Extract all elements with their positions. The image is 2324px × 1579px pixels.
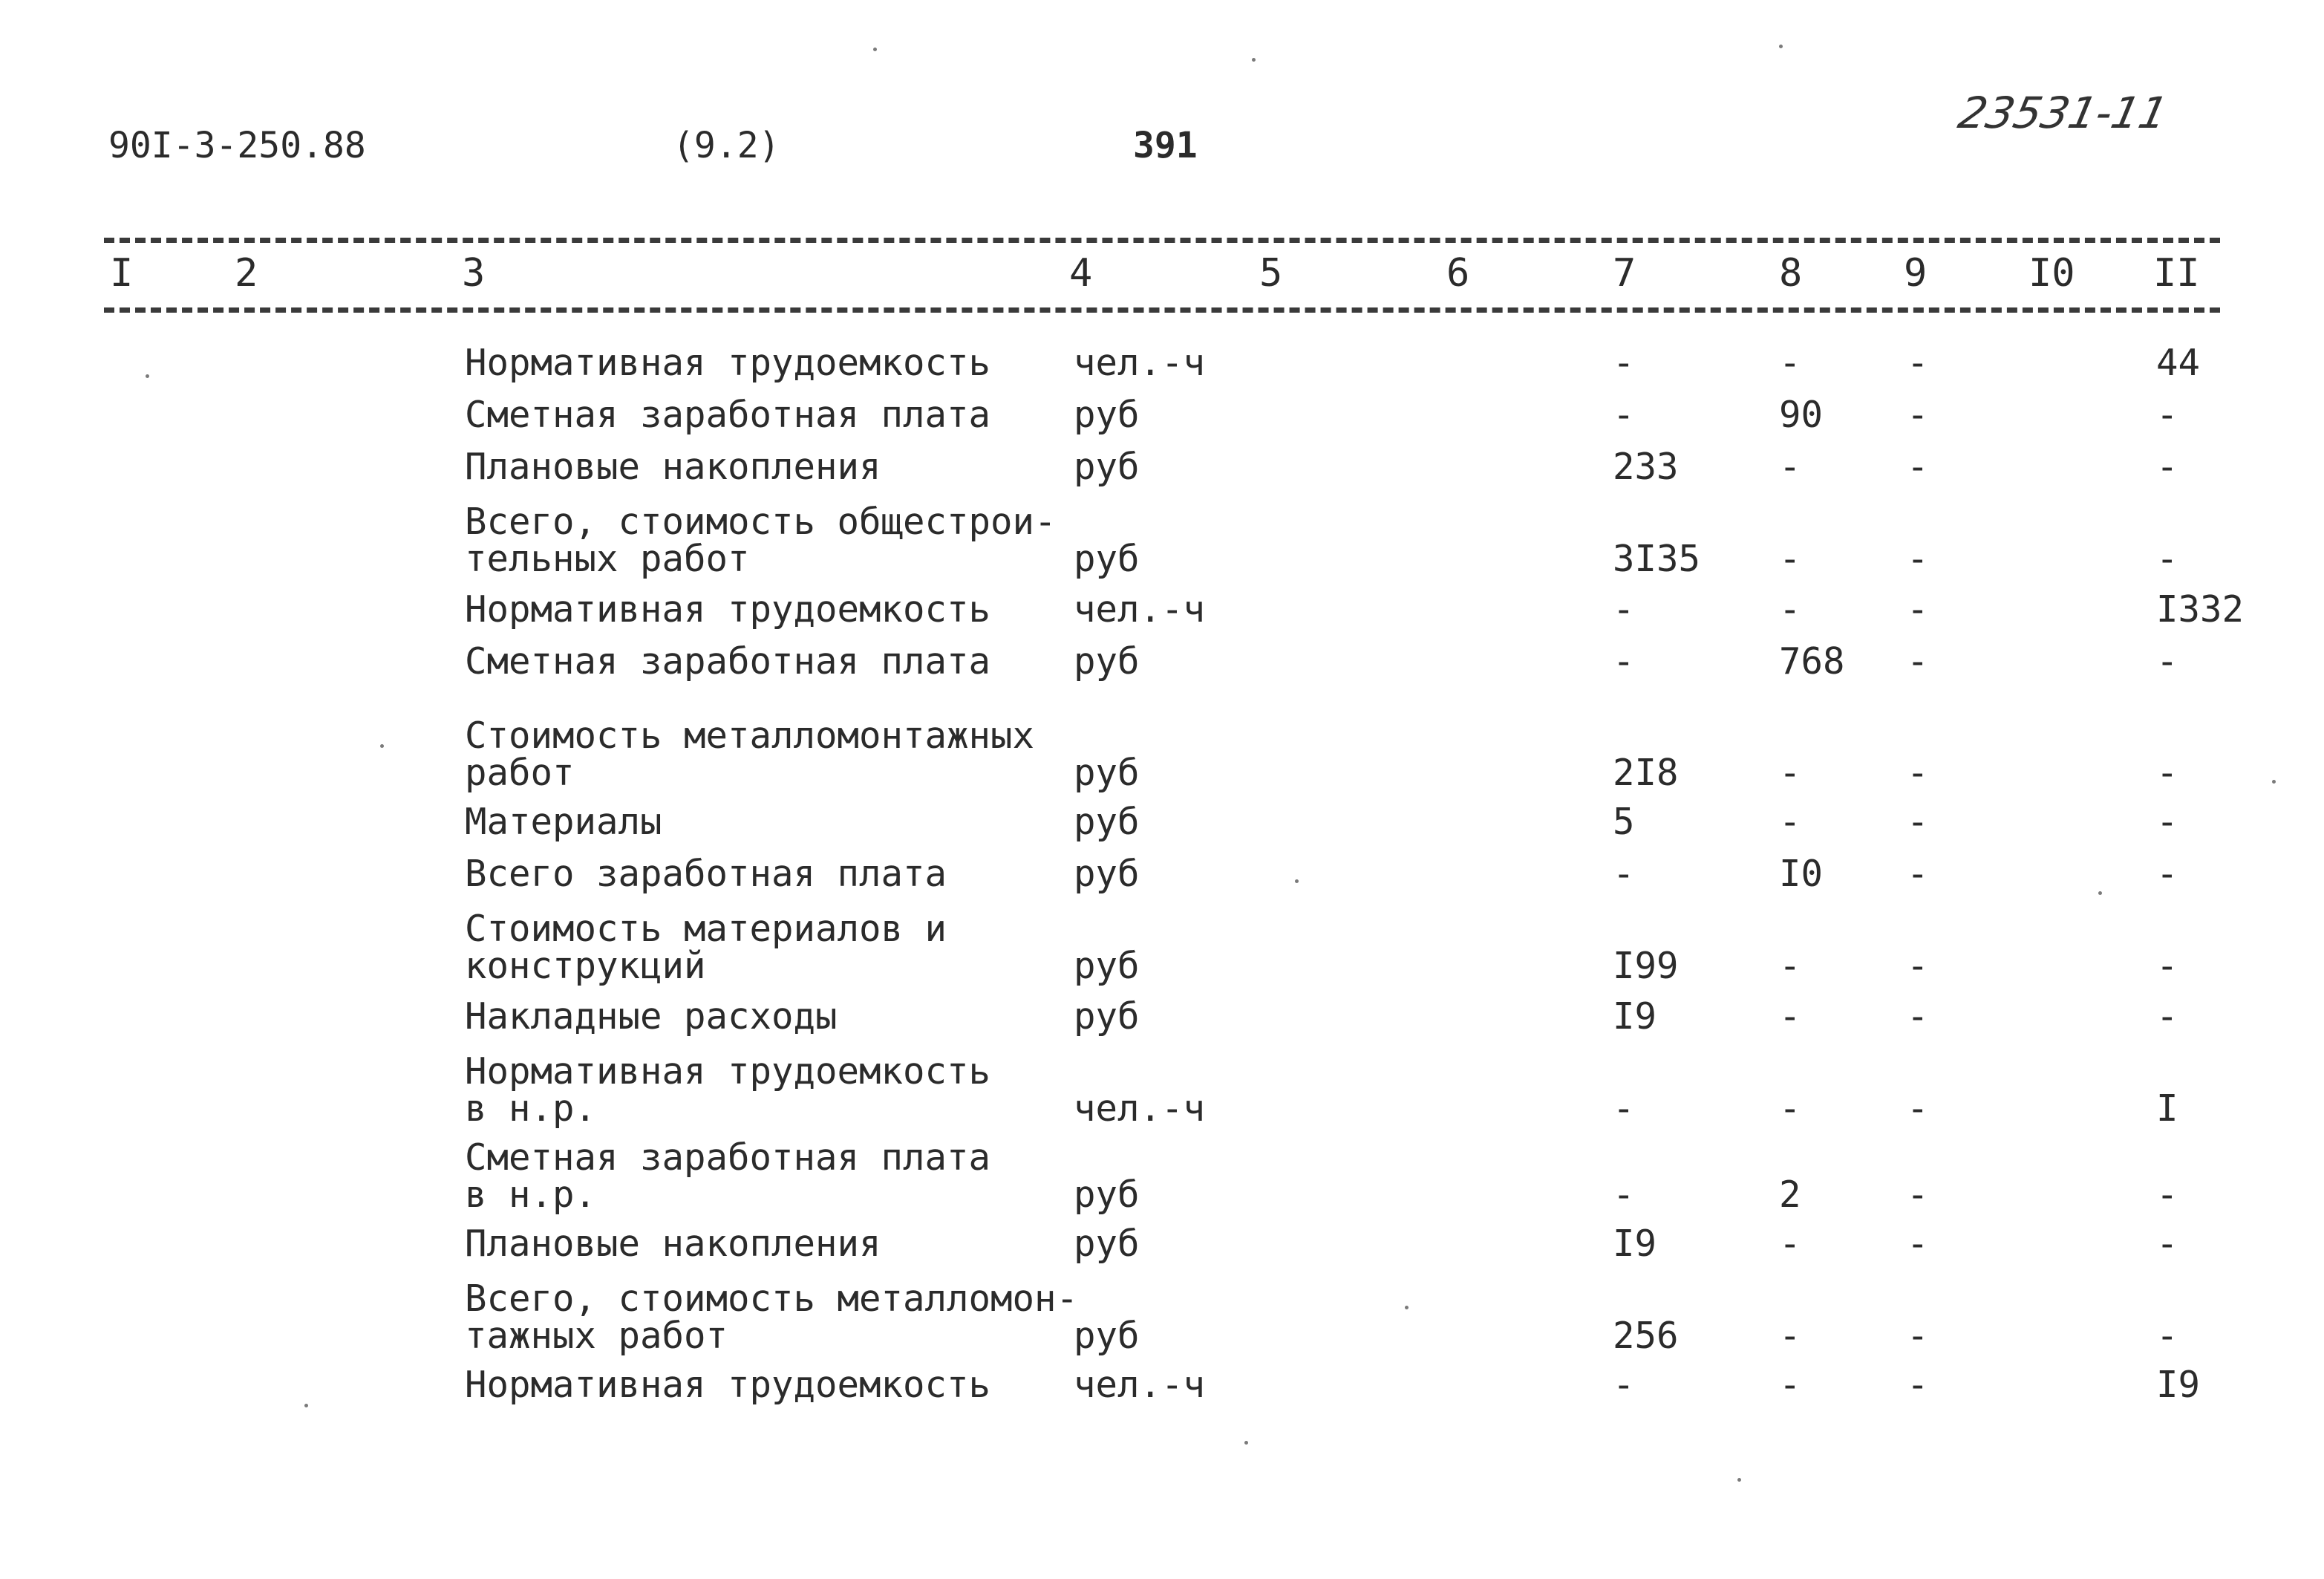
row-col7: I9 <box>1613 995 1657 1038</box>
column-header: 3 <box>462 251 486 296</box>
table-row <box>0 854 2324 893</box>
row-col9: - <box>1907 1315 1929 1357</box>
row-col8: - <box>1779 1364 1801 1406</box>
row-unit: руб <box>1074 1222 1140 1265</box>
row-col8: 90 <box>1779 394 1824 436</box>
row-unit: чел.-ч <box>1074 342 1206 384</box>
scan-speck <box>1244 1441 1248 1445</box>
scan-speck <box>2272 780 2276 784</box>
row-unit: чел.-ч <box>1074 1087 1206 1130</box>
column-header: I0 <box>2028 251 2075 296</box>
table-row <box>0 1277 2324 1355</box>
row-unit: руб <box>1074 394 1140 436</box>
handwritten-number: 23531-11 <box>1953 88 2173 138</box>
table-row <box>0 640 2324 683</box>
row-col11: - <box>2156 640 2178 683</box>
row-name: Материалы <box>465 801 662 843</box>
row-col9: - <box>1907 394 1929 436</box>
row-col8: - <box>1779 752 1801 794</box>
row-col8: - <box>1779 446 1801 488</box>
row-col8: - <box>1779 588 1801 631</box>
row-col11: - <box>2156 538 2178 580</box>
row-col11: 44 <box>2156 342 2201 384</box>
row-col7: - <box>1613 640 1635 683</box>
scan-speck <box>1295 879 1299 883</box>
column-header: 2 <box>235 251 258 296</box>
table-row <box>0 1224 2324 1263</box>
row-col7: - <box>1613 342 1635 384</box>
row-col7: 233 <box>1613 446 1679 488</box>
scan-speck <box>380 744 384 748</box>
table-header-rule <box>104 307 2220 313</box>
row-unit: руб <box>1074 801 1140 843</box>
row-unit: руб <box>1074 1315 1140 1357</box>
row-name: Нормативная трудоемкость <box>465 1364 991 1406</box>
column-header: 7 <box>1613 251 1636 296</box>
column-header: 5 <box>1259 251 1283 296</box>
row-col8: I0 <box>1779 853 1824 895</box>
row-unit: руб <box>1074 446 1140 488</box>
column-header: I <box>110 251 134 296</box>
column-header: 6 <box>1446 251 1470 296</box>
scan-speck <box>1252 58 1256 62</box>
row-name: Нормативная трудоемкость <box>465 588 991 631</box>
table-row <box>0 447 2324 486</box>
row-col7: - <box>1613 588 1635 631</box>
row-col9: - <box>1907 342 1929 384</box>
column-header: 8 <box>1779 251 1803 296</box>
page-number: 391 <box>1133 125 1198 166</box>
table-top-rule <box>104 238 2220 243</box>
row-col9: - <box>1907 995 1929 1038</box>
row-col7: - <box>1613 853 1635 895</box>
table-row <box>0 802 2324 841</box>
column-header: 9 <box>1904 251 1928 296</box>
row-col9: - <box>1907 1364 1929 1406</box>
document-code: 90I-3-250.88 <box>108 125 366 166</box>
scan-speck <box>873 48 877 51</box>
row-name: Всего, стоимость общестрои- тельных работ <box>465 501 1057 580</box>
row-col11: - <box>2156 1173 2178 1216</box>
row-col8: - <box>1779 995 1801 1038</box>
scan-speck <box>1405 1306 1409 1309</box>
row-col9: - <box>1907 446 1929 488</box>
row-unit: руб <box>1074 995 1140 1038</box>
table-row <box>0 1365 2324 1404</box>
row-col7: I9 <box>1613 1222 1657 1265</box>
row-col8: - <box>1779 1087 1801 1130</box>
row-col11: I <box>2156 1087 2178 1130</box>
table-row <box>0 908 2324 985</box>
row-col11: - <box>2156 752 2178 794</box>
row-col9: - <box>1907 853 1929 895</box>
row-unit: руб <box>1074 752 1140 794</box>
table-row <box>0 1136 2324 1214</box>
row-name: Всего заработная плата <box>465 853 947 895</box>
section-number: (9.2) <box>673 125 780 166</box>
row-col9: - <box>1907 801 1929 843</box>
row-col7: 3I35 <box>1613 538 1701 580</box>
row-col9: - <box>1907 588 1929 631</box>
row-col7: - <box>1613 1364 1635 1406</box>
table-row <box>0 395 2324 434</box>
row-name: Сметная заработная плата <box>465 640 991 683</box>
table-row <box>0 343 2324 382</box>
row-name: Стоимость металломонтажных работ <box>465 714 1035 794</box>
row-name: Плановые накопления <box>465 1222 881 1265</box>
row-unit: чел.-ч <box>1074 588 1206 631</box>
table-row <box>0 995 2324 1038</box>
row-col11: - <box>2156 995 2178 1038</box>
row-col11: - <box>2156 446 2178 488</box>
row-col11: - <box>2156 801 2178 843</box>
row-unit: руб <box>1074 538 1140 580</box>
table-row <box>0 1050 2324 1130</box>
row-name: Плановые накопления <box>465 446 881 488</box>
row-col8: - <box>1779 945 1801 987</box>
row-col8: - <box>1779 1222 1801 1265</box>
row-col11: I9 <box>2156 1364 2201 1406</box>
row-col7: - <box>1613 1087 1635 1130</box>
table-row <box>0 714 2324 792</box>
row-name: Сметная заработная плата в н.р. <box>465 1136 991 1216</box>
table-row <box>0 501 2324 578</box>
row-name: Нормативная трудоемкость <box>465 342 991 384</box>
scan-speck <box>1779 45 1783 48</box>
row-col11: - <box>2156 1315 2178 1357</box>
row-col9: - <box>1907 640 1929 683</box>
row-name: Нормативная трудоемкость в н.р. <box>465 1050 991 1130</box>
row-unit: руб <box>1074 853 1140 895</box>
row-name: Всего, стоимость металломон- тажных работ <box>465 1277 1079 1357</box>
row-col11: - <box>2156 394 2178 436</box>
row-col9: - <box>1907 1173 1929 1216</box>
row-col7: 2I8 <box>1613 752 1679 794</box>
row-col7: I99 <box>1613 945 1679 987</box>
row-col11: - <box>2156 1222 2178 1265</box>
row-col9: - <box>1907 752 1929 794</box>
row-col9: - <box>1907 538 1929 580</box>
row-col8: - <box>1779 538 1801 580</box>
row-unit: руб <box>1074 945 1140 987</box>
scan-speck <box>146 374 149 378</box>
row-unit: чел.-ч <box>1074 1364 1206 1406</box>
scan-speck <box>2098 891 2102 895</box>
column-header: 4 <box>1069 251 1093 296</box>
row-col7: - <box>1613 394 1635 436</box>
row-col7: 5 <box>1613 801 1635 843</box>
row-col9: - <box>1907 1087 1929 1130</box>
row-col8: - <box>1779 801 1801 843</box>
row-name: Сметная заработная плата <box>465 394 991 436</box>
row-name: Накладные расходы <box>465 995 838 1038</box>
row-col11: I332 <box>2156 588 2245 631</box>
row-col7: - <box>1613 1173 1635 1216</box>
row-col7: 256 <box>1613 1315 1679 1357</box>
scan-speck <box>304 1404 308 1407</box>
row-col8: - <box>1779 342 1801 384</box>
table-row <box>0 588 2324 631</box>
row-col9: - <box>1907 945 1929 987</box>
column-header: II <box>2153 251 2200 296</box>
row-col11: - <box>2156 945 2178 987</box>
row-col8: 2 <box>1779 1173 1801 1216</box>
row-col8: - <box>1779 1315 1801 1357</box>
row-col11: - <box>2156 853 2178 895</box>
scan-speck <box>1737 1478 1741 1482</box>
row-unit: руб <box>1074 1173 1140 1216</box>
row-name: Стоимость материалов и конструкций <box>465 908 947 987</box>
row-col8: 768 <box>1779 640 1845 683</box>
row-unit: руб <box>1074 640 1140 683</box>
row-col9: - <box>1907 1222 1929 1265</box>
